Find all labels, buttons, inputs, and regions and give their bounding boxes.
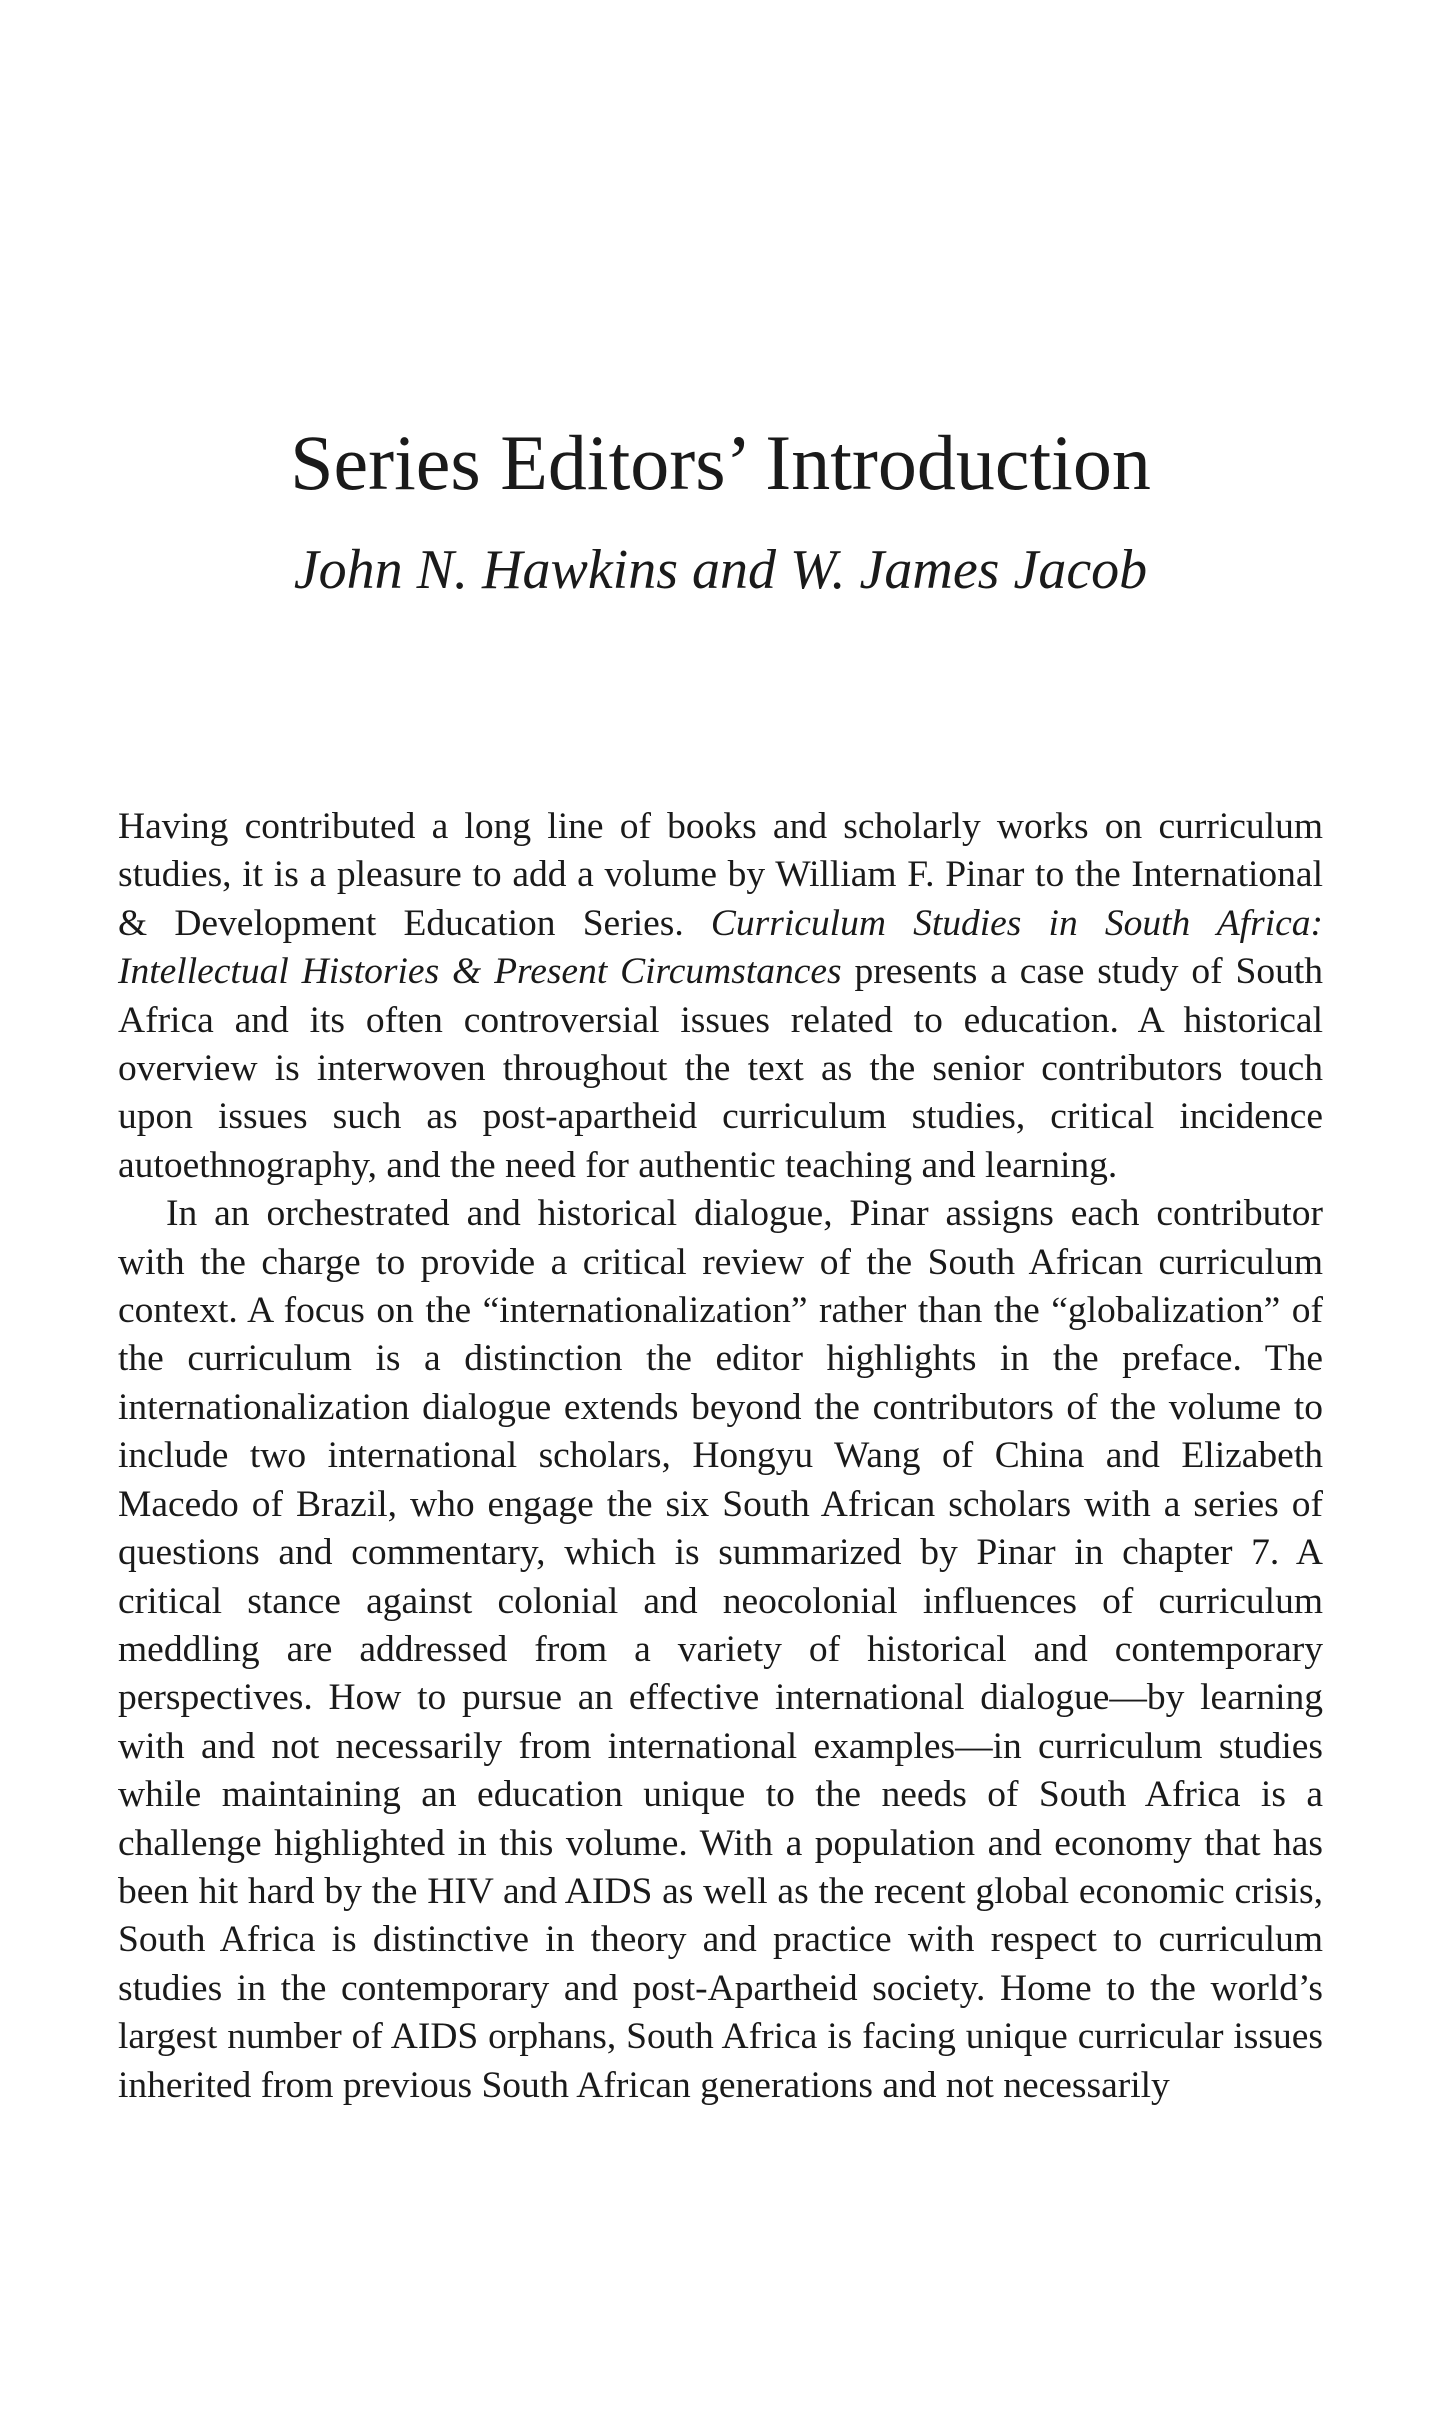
paragraph-1: [118, 803, 1323, 1190]
body-text: [118, 803, 1323, 2110]
chapter-authors: John N. Hawkins and W. James Jacob: [293, 539, 1148, 601]
chapter-title: Series Editors’ Introduction: [290, 419, 1151, 506]
paragraph-1-tail: presents a case study of South Africa and its often controversial issues related to education. A historical overview is interwoven throughout the text as the senior contributors touch upon issues such as post-apartheid curriculum studies, critical incidence autoethnography, and the need for authentic teaching and learning.: [118, 951, 1324, 1186]
book-title-italic: Curriculum Studies in South Africa: Intellectual Histories & Present Circumstances: [118, 902, 1323, 993]
paragraph-1-lead: Having contributed a long line of books and scholarly works on curriculum studies, it is a pleasure to add a volume by William F. Pinar to the International & Development Education Series.: [118, 806, 1323, 944]
paragraph-2: In an orchestrated and historical dialogue, Pinar assigns each contributor with the charge to provide a critical review of the South African curriculum context. A focus on the “internationalization” rather than the “globalization” of the curriculum is a distinction the editor highlights in the preface. The internationalization dialogue extends beyond the contributors of the volume to include two international scholars, Hongyu Wang of China and Elizabeth Macedo of Brazil, who engage the six South African scholars with a series of questions and commentary, which is summarized by Pinar in chapter 7. A critical stance against colonial and neocolonial influences of curriculum meddling are addressed from a variety of historical and contemporary perspectives. How to pursue an effective international dialogue—by learning with and not necessarily from international examples—in curriculum studies while maintaining an education unique to the needs of South Africa is a challenge highlighted in this volume. With a population and economy that has been hit hard by the HIV and AIDS as well as the recent global economic crisis, South Africa is distinctive in theory and practice with respect to curriculum studies in the contemporary and post-Apartheid society. Home to the world’s largest number of AIDS orphans, South Africa is facing unique curricular issues inherited from previous South African generations and not necessarily: [118, 1193, 1323, 2106]
